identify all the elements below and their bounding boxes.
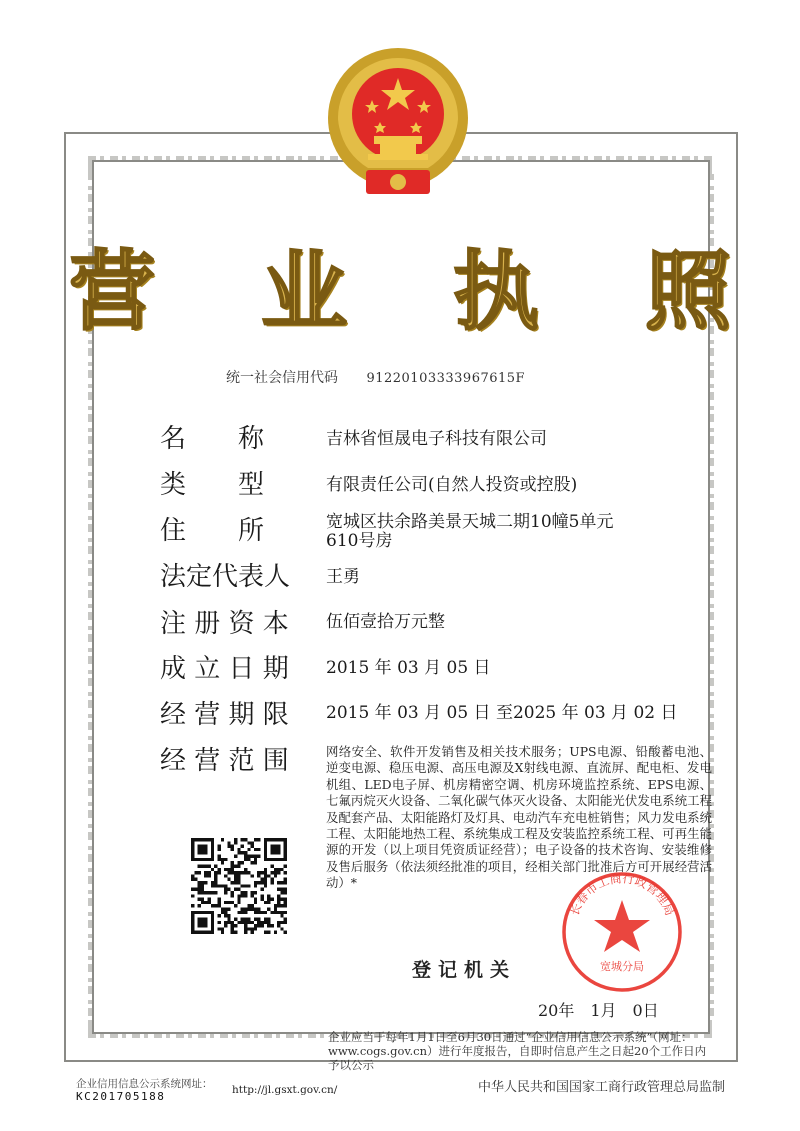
credit-code-label: 统一社会信用代码 [226, 370, 338, 386]
official-seal-stamp [560, 870, 684, 994]
field-label-capital: 注 册 资 本 [160, 609, 289, 639]
national-emblem-icon [318, 40, 478, 200]
field-value-name: 吉林省恒晟电子科技有限公司 [326, 429, 547, 449]
field-value-address-line1: 宽城区扶余路美景天城二期10幢5单元 [326, 512, 614, 532]
field-label-founded: 成 立 日 期 [160, 654, 289, 684]
qr-code[interactable] [191, 838, 287, 934]
field-label-legal-rep: 法定代表人 [160, 562, 291, 592]
credit-code-value: 91220103333967615F [366, 371, 526, 386]
field-value-scope: 网络安全、软件开发销售及相关技术服务；UPS电源、铅酸蓄电池、逆变电源、稳压电源、高压电源及X射线电源、直流屏、配电柜、发电机组、LED电子屏、机房精密空调、机房环境监控系统、EPS电源、七氟丙烷灭火设备、二氧化碳气体灭火设备、太阳能光伏发电系统工程及配套产品、太阳能路灯及灯具、电动汽车充电桩销售；风力发电系统工程、太阳能地热工程、系统集成工程及安装监控系统工程、可再生能源的开发（以上项目凭资质证经营）；电子设备的技术咨询、安装维修及售后服务（依法须经批准的项目，经相关部门批准后方可开展经营活动）* [326, 744, 712, 891]
field-label-name: 名 称 [160, 424, 265, 454]
field-label-type: 类 型 [160, 470, 265, 500]
issue-date: 20年 1月 0日 [538, 1001, 659, 1020]
annual-report-notice: 企业应当于每年1月1日至6月30日通过“企业信用信息公示系统”（网址：www.cogs.gov.cn）进行年度报告，自即时信息产生之日起20个工作日内予以公示 [328, 1030, 707, 1072]
field-value-term: 2015 年 03 月 05 日 至2025 年 03 月 02 日 [326, 703, 678, 723]
field-label-term: 经 营 期 限 [160, 700, 289, 730]
field-value-type: 有限责任公司(自然人投资或控股) [326, 475, 578, 495]
footer-system-label: 企业信用信息公示系统网址： [76, 1078, 213, 1090]
field-value-legal-rep: 王勇 [326, 567, 360, 587]
page-title: 营 业 执 照 [69, 241, 769, 342]
field-value-founded: 2015 年 03 月 05 日 [326, 658, 491, 678]
footer-url-link[interactable]: http://jl.gsxt.gov.cn/ [232, 1084, 338, 1096]
footer-supervisor: 中华人民共和国国家工商行政管理总局监制 [478, 1080, 726, 1095]
svg-text:长春市工商行政管理局: 长春市工商行政管理局 [567, 871, 677, 918]
field-value-address-line2: 610号房 [326, 531, 393, 551]
field-value-capital: 伍佰壹拾万元整 [326, 612, 445, 632]
footer-serial-number: KC201705188 [76, 1090, 166, 1103]
field-label-address: 住 所 [160, 516, 265, 546]
credit-code [226, 367, 525, 387]
svg-text:宽城分局: 宽城分局 [600, 960, 644, 973]
field-label-scope: 经 营 范 围 [160, 746, 289, 776]
registration-authority: 登记机关 [412, 959, 517, 981]
